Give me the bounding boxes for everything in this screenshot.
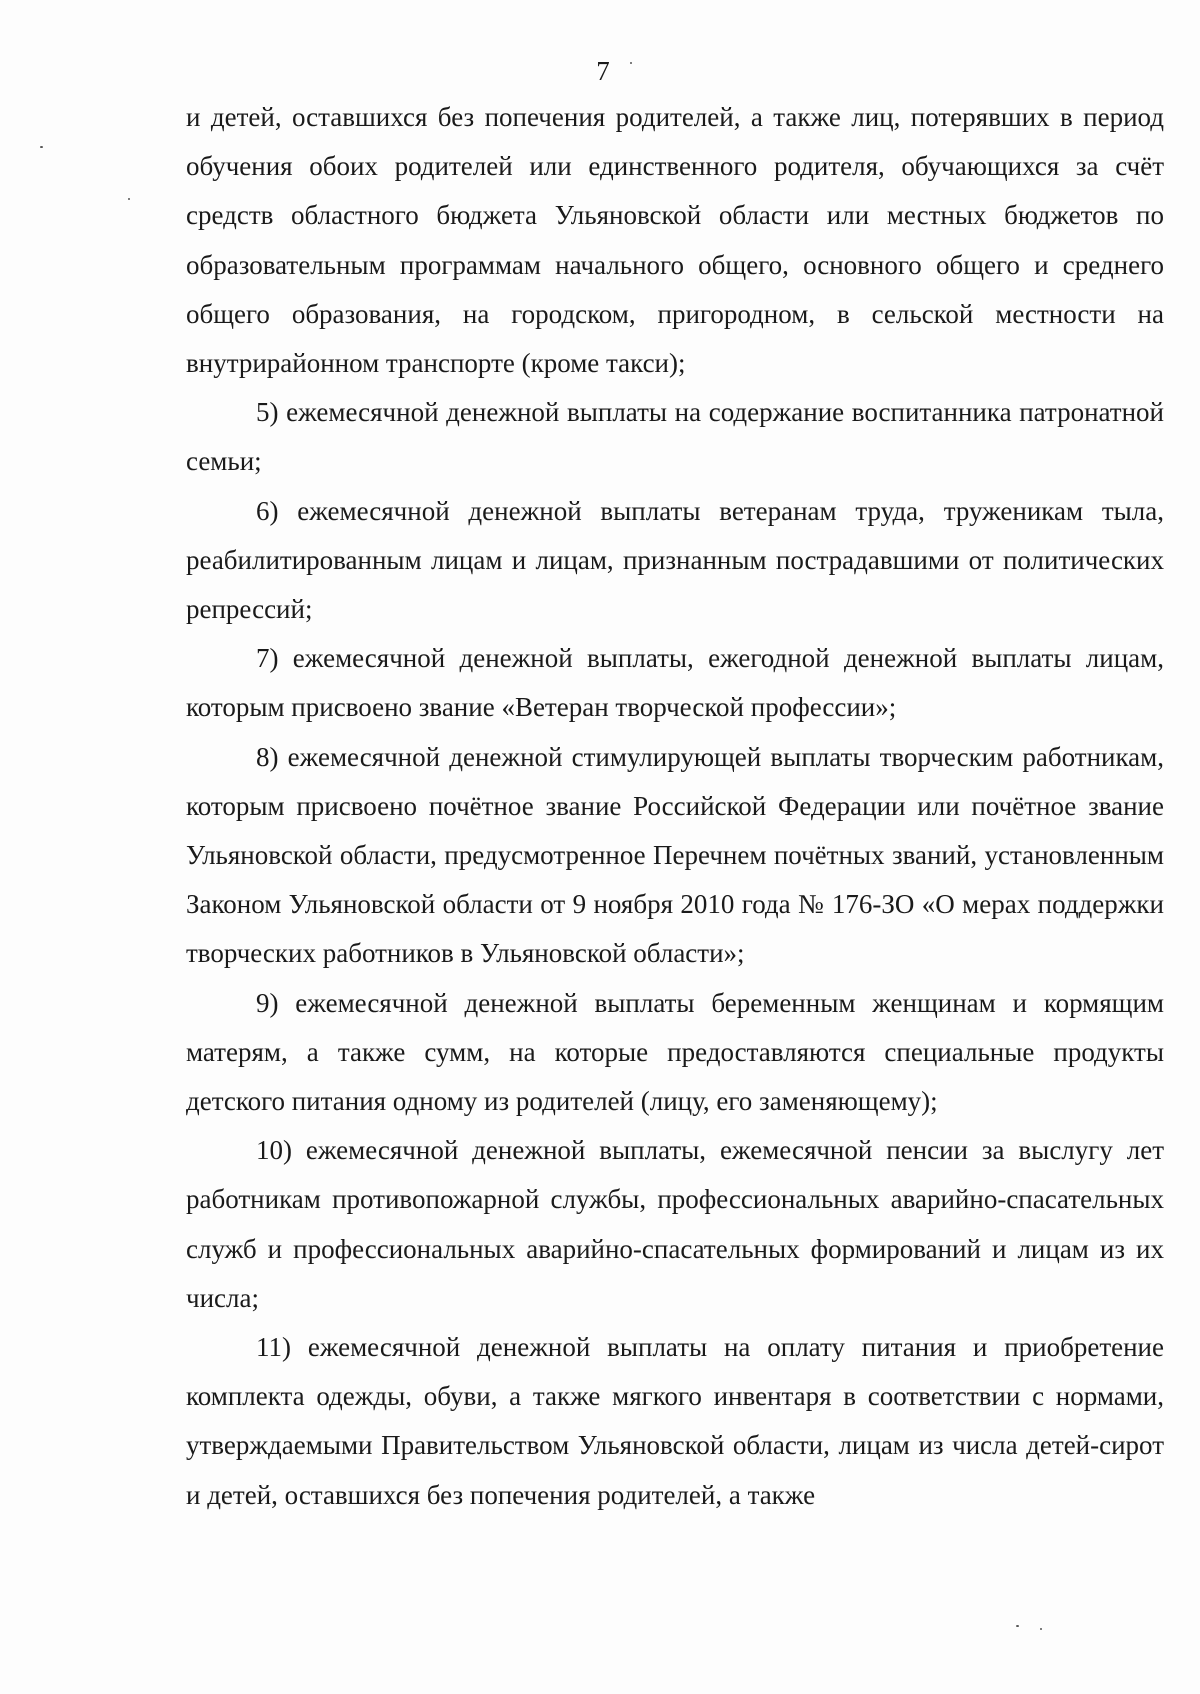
scan-speck bbox=[630, 62, 632, 64]
paragraph-item-6: 6) ежемесячной денежной выплаты ветеранам труда, труженикам тыла, реабилитированным лицам и лицам, признанным пострадавшими от политических репрессий; bbox=[186, 495, 1164, 625]
paragraph-item-7: 7) ежемесячной денежной выплаты, ежегодной денежной выплаты лицам, которым присвоено звание «Ветеран творческой профессии»; bbox=[186, 643, 1164, 723]
paragraph-item-10: 10) ежемесячной денежной выплаты, ежемесячной пенсии за выслугу лет работникам противопожарной службы, профессиональных аварийно-спасательных служб и профессиональных аварийно-спасательных формирований и лицам из их числа; bbox=[186, 1135, 1164, 1313]
paragraph-item-9: 9) ежемесячной денежной выплаты беременным женщинам и кормящим матерям, а также сумм, на которые предоставляются специальные продукты детского питания одному из родителей (лицу, его заменяющему); bbox=[186, 987, 1164, 1117]
paragraph-item-5: 5) ежемесячной денежной выплаты на содержание воспитанника патронатной семьи; bbox=[186, 397, 1164, 477]
document-body bbox=[186, 93, 1164, 1520]
paragraph-continuation: и детей, оставшихся без попечения родителей, а также лиц, потерявших в период обучения обоих родителей или единственного родителя, обучающихся за счёт средств областного бюджета Ульяновской области или местных бюджетов по образовательным программам начального общего, основного общего и среднего общего образования, на городском, пригородном, в сельской местности на внутрирайонном транспорте (кроме такси); bbox=[186, 102, 1164, 379]
scan-speck bbox=[128, 198, 130, 200]
paragraph-item-8: 8) ежемесячной денежной стимулирующей выплаты творческим работникам, которым присвоено почётное звание Российской Федерации или почётное звание Ульяновской области, предусмотренное Перечнем почётных званий, установленным Законом Ульяновской области от 9 ноября 2010 года № 176-ЗО «О мерах поддержки творческих работников в Ульяновской области»; bbox=[186, 741, 1164, 969]
paragraph-item-11: 11) ежемесячной денежной выплаты на оплату питания и приобретение комплекта одежды, обуви, а также мягкого инвентаря в соответствии с нормами, утверждаемыми Правительством Ульяновской области, лицам из числа детей-сирот и детей, оставшихся без попечения родителей, а также bbox=[186, 1332, 1164, 1510]
scan-speck bbox=[40, 146, 43, 148]
scan-speck bbox=[1016, 1625, 1019, 1627]
scan-speck bbox=[1040, 1628, 1042, 1630]
page-number: 7 bbox=[596, 56, 610, 86]
